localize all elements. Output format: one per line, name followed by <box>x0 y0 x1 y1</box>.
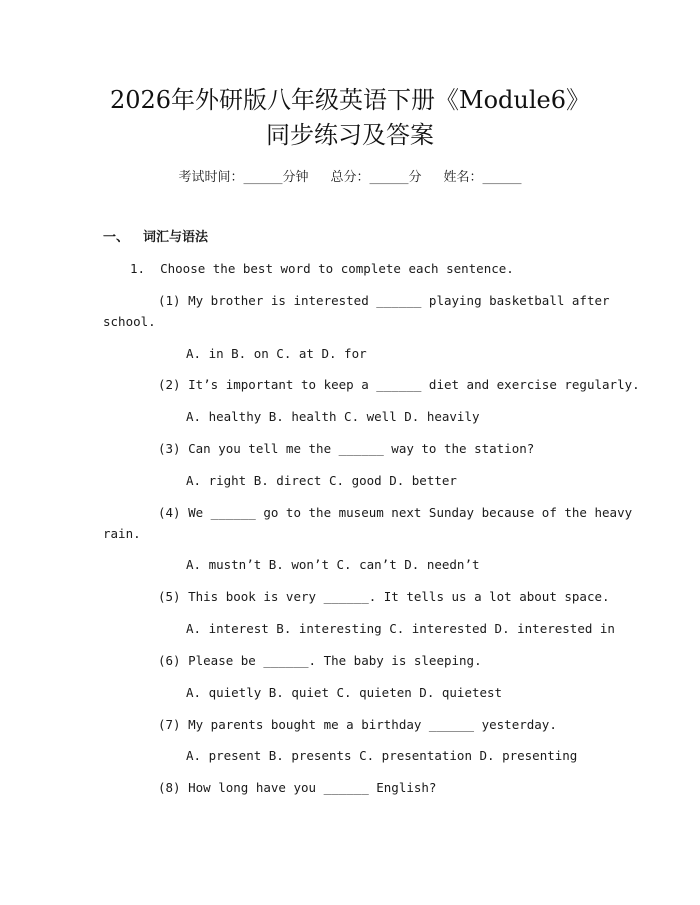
question-stem: (1) My brother is interested ______ playing basketball after <box>158 293 610 308</box>
question-stem: (4) We ______ go to the museum next Sunday because of the heavy <box>158 505 633 520</box>
question-stem: (7) My parents bought me a birthday ______ yesterday. <box>158 717 557 732</box>
question-options: A. present B. presents C. presentation D. presenting <box>186 748 578 763</box>
exam-time-label: 考试时间：______分钟 <box>178 170 309 185</box>
question-options: A. right B. direct C. good D. better <box>186 473 457 488</box>
question-stem-continued: school. <box>103 314 156 329</box>
question-stem: (6) Please be ______. The baby is sleeping. <box>158 653 482 668</box>
section-title: 词汇与语法 <box>143 230 209 245</box>
question-options: A. in B. on C. at D. for <box>186 346 367 361</box>
page-title-line-2: 同步练习及答案 <box>266 121 434 149</box>
section-heading <box>103 228 208 248</box>
question-options: A. interest B. interesting C. interested D. interested in <box>186 621 615 636</box>
instruction-text: 1. Choose the best word to complete each sentence. <box>130 261 514 276</box>
question-options: A. healthy B. health C. well D. heavily <box>186 409 480 424</box>
total-score-label: 总分：______分 <box>330 170 422 185</box>
page-title-line-1: 2026年外研版八年级英语下册《Module6》 <box>109 86 591 114</box>
question-stem: (2) It’s important to keep a ______ diet and exercise regularly. <box>158 377 640 392</box>
exam-meta-row <box>0 168 700 188</box>
question-stem: (8) How long have you ______ English? <box>158 780 437 795</box>
question-stem: (3) Can you tell me the ______ way to the station? <box>158 441 535 456</box>
section-number: 一、 <box>103 230 130 245</box>
question-options: A. quietly B. quiet C. quieten D. quietest <box>186 685 503 700</box>
student-name-label: 姓名：______ <box>443 170 522 185</box>
question-stem-continued: rain. <box>103 526 141 541</box>
question-stem: (5) This book is very ______. It tells us a lot about space. <box>158 589 610 604</box>
question-options: A. mustn’t B. won’t C. can’t D. needn’t <box>186 557 480 572</box>
